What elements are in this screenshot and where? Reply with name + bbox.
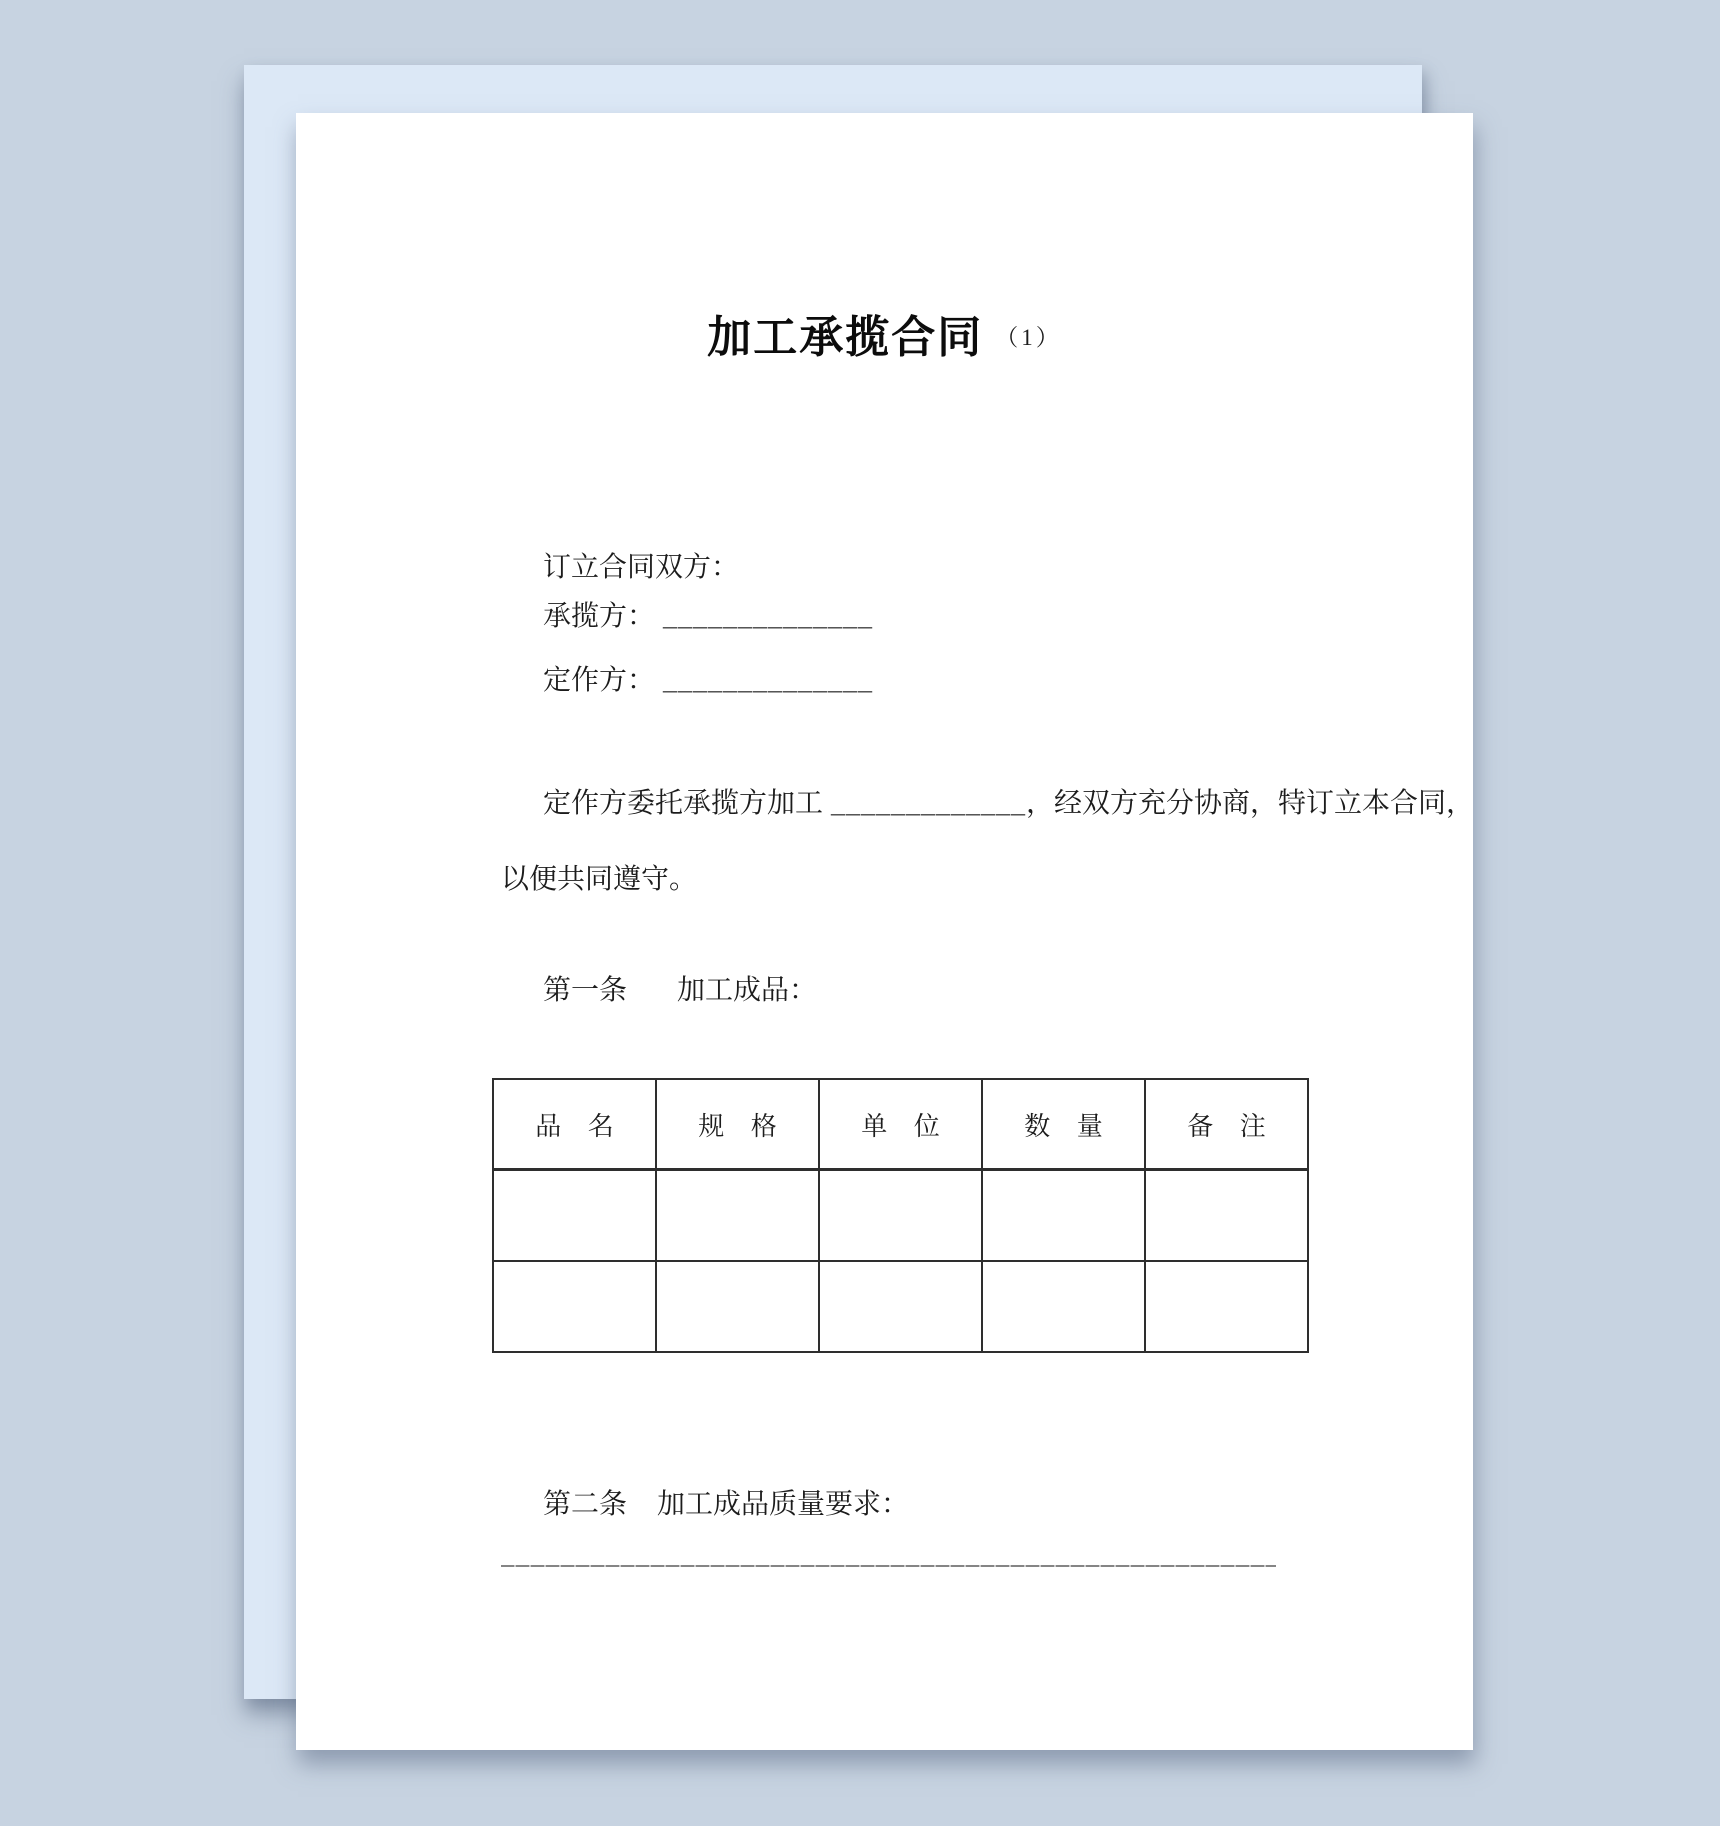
table-cell-empty <box>656 1170 819 1262</box>
table-cell-empty <box>493 1170 656 1262</box>
table-cell-empty <box>656 1261 819 1352</box>
header-product-name: 品 名 <box>493 1079 656 1170</box>
table-cell-empty <box>982 1170 1145 1262</box>
header-quantity: 数 量 <box>982 1079 1145 1170</box>
table-cell-empty <box>1145 1261 1308 1352</box>
intro-blank: _____________ <box>831 788 1027 819</box>
table-cell-empty <box>982 1261 1145 1352</box>
intro-paragraph-line2: 以便共同遵守。 <box>501 864 698 895</box>
product-table-header-row <box>493 1079 1308 1170</box>
header-unit: 单 位 <box>819 1079 982 1170</box>
article-2-heading <box>543 1488 909 1522</box>
orderer-blank: ______________ <box>663 665 874 696</box>
article-1-heading <box>543 974 817 1008</box>
table-cell-empty <box>493 1261 656 1352</box>
header-specification: 规 格 <box>656 1079 819 1170</box>
contract-page <box>296 113 1473 1750</box>
table-cell-empty <box>1145 1170 1308 1262</box>
product-table-empty-row <box>493 1261 1308 1352</box>
orderer-line <box>543 664 873 698</box>
contractor-label: 承揽方： <box>543 601 656 632</box>
article-2-number: 第二条 <box>543 1489 628 1520</box>
title-text: 加工承揽合同 <box>707 313 984 362</box>
intro-paragraph-line1 <box>543 787 1474 821</box>
table-cell-empty <box>819 1261 982 1352</box>
document-title <box>296 301 1473 365</box>
title-number: （1） <box>995 325 1062 350</box>
intro-lead: 定作方委托承揽方加工 <box>543 788 824 819</box>
parties-heading: 订立合同双方： <box>543 552 740 583</box>
header-remarks: 备 注 <box>1145 1079 1308 1170</box>
article-1-number: 第一条 <box>543 975 628 1006</box>
intro-tail: ，经双方充分协商，特订立本合同， <box>1026 788 1475 819</box>
orderer-label: 定作方： <box>543 665 656 696</box>
table-cell-empty <box>819 1170 982 1262</box>
product-table-empty-row <box>493 1170 1308 1262</box>
contractor-blank: ______________ <box>663 601 874 632</box>
article-2-title: 加工成品质量要求： <box>657 1489 910 1520</box>
article-1-title: 加工成品： <box>677 975 818 1006</box>
fill-in-line <box>501 1565 1276 1567</box>
product-table <box>492 1078 1309 1353</box>
contractor-line <box>543 600 873 634</box>
